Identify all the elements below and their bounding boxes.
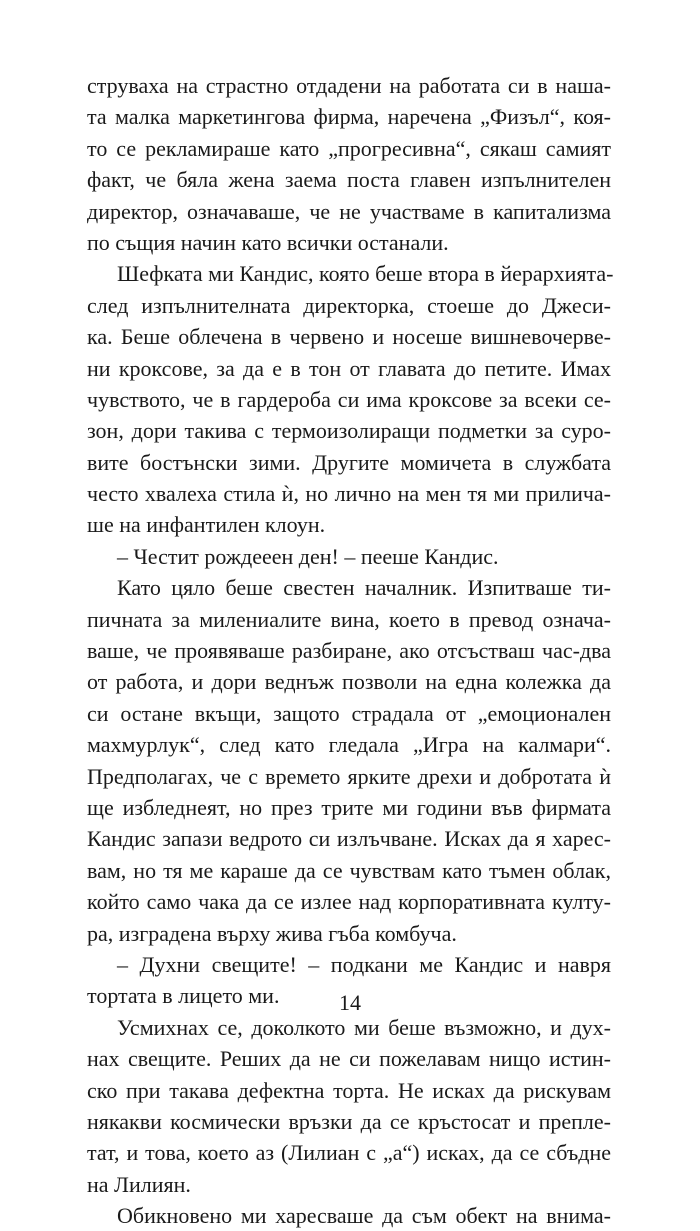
page-body <box>87 70 614 1231</box>
paragraph <box>87 541 611 572</box>
text-line: чувството, че в гардероба си има кроксове за всеки се- <box>87 386 611 412</box>
text-line: често хвалеха стила ѝ, но лично на мен тя ми прилича- <box>87 481 611 507</box>
text-line: то се рекламираше като „прогресивна“, сякаш самият <box>87 135 611 161</box>
paragraph <box>87 1012 611 1200</box>
text-line: ше на инфантилен клоун. <box>87 512 326 538</box>
text-line: махмурлук“, след като гледала „Игра на калмари“. <box>87 732 611 758</box>
paragraph <box>87 1200 611 1231</box>
paragraph <box>87 70 611 258</box>
text-line: – Духни свещите! – подкани ме Кандис и навря <box>117 951 611 977</box>
text-line: тат, и това, което аз (Лилиан с „а“) исках, да се сбъдне <box>87 1140 611 1166</box>
text-line: Усмихнах се, доколкото ми беше възможно, и дух- <box>117 1014 611 1040</box>
text-line: който само чака да се излее над корпоративната култу- <box>87 889 611 915</box>
page-number: 14 <box>339 990 361 1015</box>
text-line: струваха на страстно отдадени на работата си в наша- <box>87 73 611 98</box>
text-line: си остане вкъщи, защото страдала от „емоционален <box>87 700 611 726</box>
text-line: – Честит рождееен ден! – пееше Кандис. <box>117 543 499 569</box>
text-line: Обикновено ми харесваше да съм обект на внима- <box>117 1203 611 1229</box>
text-line: пичната за милениалите вина, което в превод означа- <box>87 606 611 632</box>
text-line: тортата в лицето ми. <box>87 983 280 1009</box>
text-line: ско при такава дефектна торта. Не исках да рискувам <box>87 1077 611 1103</box>
text-line: вите бостънски зими. Другите момичета в службата <box>87 449 611 475</box>
text-line: Шефката ми Кандис, която беше втора в йерархията- <box>117 261 614 287</box>
text-line: някакви космически връзки да се кръстосат и препле- <box>87 1108 611 1134</box>
text-line: ще избледнеят, но през трите ми години във фирмата <box>87 794 611 820</box>
text-line: по същия начин като всички останали. <box>87 229 449 255</box>
paragraph <box>87 258 614 541</box>
paragraph <box>87 572 611 949</box>
text-line: директор, означаваше, че не участваме в капитализма <box>87 198 611 224</box>
text-line: та малка маркетингова фирма, наречена „Физъл“, коя- <box>87 104 611 130</box>
text-line: ваше, че проявяваше разбиране, ако отсъстваш час-два <box>87 638 611 664</box>
text-line: факт, че бяла жена заема поста главен изпълнителен <box>87 167 611 193</box>
text-line: след изпълнителната директорка, стоеше до Джеси- <box>87 292 611 318</box>
text-line: на Лилиян. <box>87 1171 191 1197</box>
text-line: ни кроксове, за да е в тон от главата до петите. Имах <box>87 355 611 381</box>
text-line: Кандис запази ведрото си излъчване. Исках да я харес- <box>87 826 611 852</box>
text-line: ра, изградена върху жива гъба комбуча. <box>87 920 457 946</box>
text-line: нах свещите. Реших да не си пожелавам нищо истин- <box>87 1046 611 1072</box>
text-line: вам, но тя ме караше да се чувствам като тъмен облак, <box>87 857 611 883</box>
text-line: от работа, и дори веднъж позволи на една колежка да <box>87 669 611 695</box>
text-line: Предполагах, че с времето ярките дрехи и добротата ѝ <box>87 763 611 789</box>
text-line: ка. Беше облечена в червено и носеше вишневочерве- <box>87 324 611 350</box>
text-line: зон, дори такива с термоизолиращи подметки за суро- <box>87 418 611 444</box>
text-line: Като цяло беше свестен началник. Изпитваше ти- <box>117 575 611 601</box>
